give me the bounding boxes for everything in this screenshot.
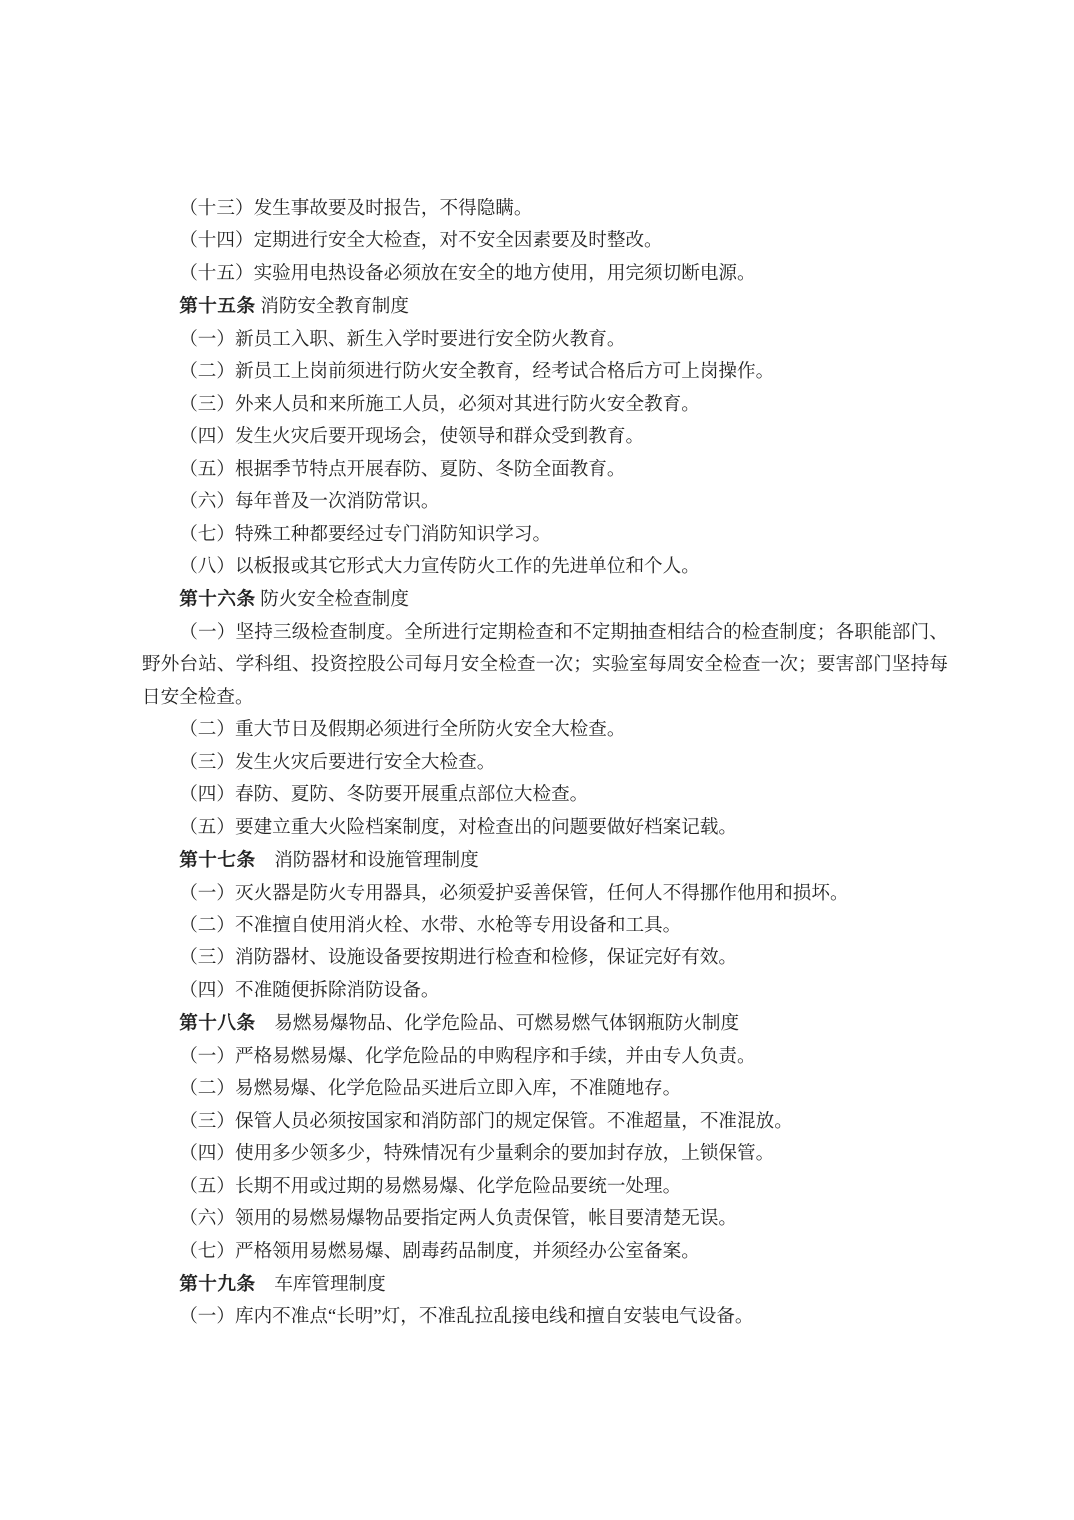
article-heading — [142, 1007, 948, 1040]
document-paragraph: （四）春防、夏防、冬防要开展重点部位大检查。 — [179, 784, 589, 806]
document-paragraph: （二）不准擅自使用消火栓、水带、水枪等专用设备和工具。 — [179, 914, 682, 936]
document-paragraph: （一）新员工入职、新生入学时要进行安全防火教育。 — [179, 328, 626, 350]
document-paragraph: （五）要建立重大火险档案制度，对检查出的问题要做好档案记载。 — [179, 816, 738, 838]
document-paragraph: （五）长期不用或过期的易燃易爆、化学危险品要统一处理。 — [179, 1175, 682, 1197]
document-paragraph: （十三）发生事故要及时报告，不得隐瞒。 — [179, 198, 533, 219]
article-gap — [256, 850, 275, 871]
document-paragraph: （三）发生火灾后要进行安全大检查。 — [179, 751, 496, 773]
document-paragraph: （四）发生火灾后要开现场会，使领导和群众受到教育。 — [179, 426, 645, 448]
article-title: 防火安全检查制度 — [260, 589, 409, 611]
document-paragraph: （六）领用的易燃易爆物品要指定两人负责保管，帐目要清楚无误。 — [179, 1208, 738, 1230]
article-title: 车库管理制度 — [274, 1273, 386, 1295]
document-paragraph: （二）易燃易爆、化学危险品买进后立即入库，不准随地存。 — [179, 1078, 682, 1100]
document-paragraph: （一）严格易燃易爆、化学危险品的申购程序和手续，并由专人负责。 — [179, 1045, 756, 1067]
article-heading — [142, 583, 948, 616]
article-number: 第十六条 — [179, 588, 256, 610]
article-number: 第十九条 — [179, 1272, 256, 1294]
document-paragraph: （十五）实验用电热设备必须放在安全的地方使用，用完须切断电源。 — [179, 262, 756, 284]
document-paragraph: （四）使用多少领多少，特殊情况有少量剩余的要加封存放，上锁保管。 — [179, 1143, 775, 1165]
document-paragraph: （三）消防器材、设施设备要按期进行检查和检修，保证完好有效。 — [179, 947, 738, 969]
article-title: 消防安全教育制度 — [260, 296, 409, 318]
article-heading — [142, 290, 948, 323]
article-title: 消防器材和设施管理制度 — [274, 850, 479, 872]
document-paragraph: （一）坚持三级检查制度。全所进行定期检查和不定期抽查相结合的检查制度；各职能部门、野外台站、学科组、投资控股公司每月安全检查一次；实验室每周安全检查一次；要害部门坚持每日安全检查。 — [142, 621, 948, 708]
article-number: 第十七条 — [179, 849, 256, 871]
document-paragraph: （七）特殊工种都要经过专门消防知识学习。 — [179, 523, 552, 545]
document-paragraph: （七）严格领用易燃易爆、剧毒药品制度，并须经办公室备案。 — [179, 1240, 700, 1262]
document-paragraph: （五）根据季节特点开展春防、夏防、冬防全面教育。 — [179, 458, 626, 480]
article-gap — [256, 1274, 275, 1295]
article-heading — [142, 844, 948, 877]
document-paragraph: （一）库内不准点“长明”灯，不准乱拉乱接电线和擅自安装电气设备。 — [179, 1306, 754, 1328]
document-paragraph: （十四）定期进行安全大检查，对不安全因素要及时整改。 — [179, 230, 663, 252]
document-paragraph: （一）灭火器是防火专用器具，必须爱护妥善保管，任何人不得挪作他用和损坏。 — [179, 882, 849, 904]
document-paragraph: （二）重大节日及假期必须进行全所防火安全大检查。 — [179, 719, 626, 741]
article-heading — [142, 1268, 948, 1301]
document-paragraph: （三）保管人员必须按国家和消防部门的规定保管。不准超量，不准混放。 — [179, 1110, 793, 1132]
document-paragraph: （二）新员工上岗前须进行防火安全教育，经考试合格后方可上岗操作。 — [179, 361, 775, 383]
document-paragraph: （六）每年普及一次消防常识。 — [179, 491, 440, 513]
article-number: 第十五条 — [179, 295, 256, 317]
article-number: 第十八条 — [179, 1012, 256, 1034]
document-paragraph: （八）以板报或其它形式大力宣传防火工作的先进单位和个人。 — [179, 555, 700, 577]
document-paragraph: （三）外来人员和来所施工人员，必须对其进行防火安全教育。 — [179, 393, 700, 415]
document-paragraph: （四）不准随便拆除消防设备。 — [179, 979, 440, 1001]
article-title: 易燃易爆物品、化学危险品、可燃易燃气体钢瓶防火制度 — [274, 1013, 740, 1035]
article-gap — [256, 1013, 275, 1034]
